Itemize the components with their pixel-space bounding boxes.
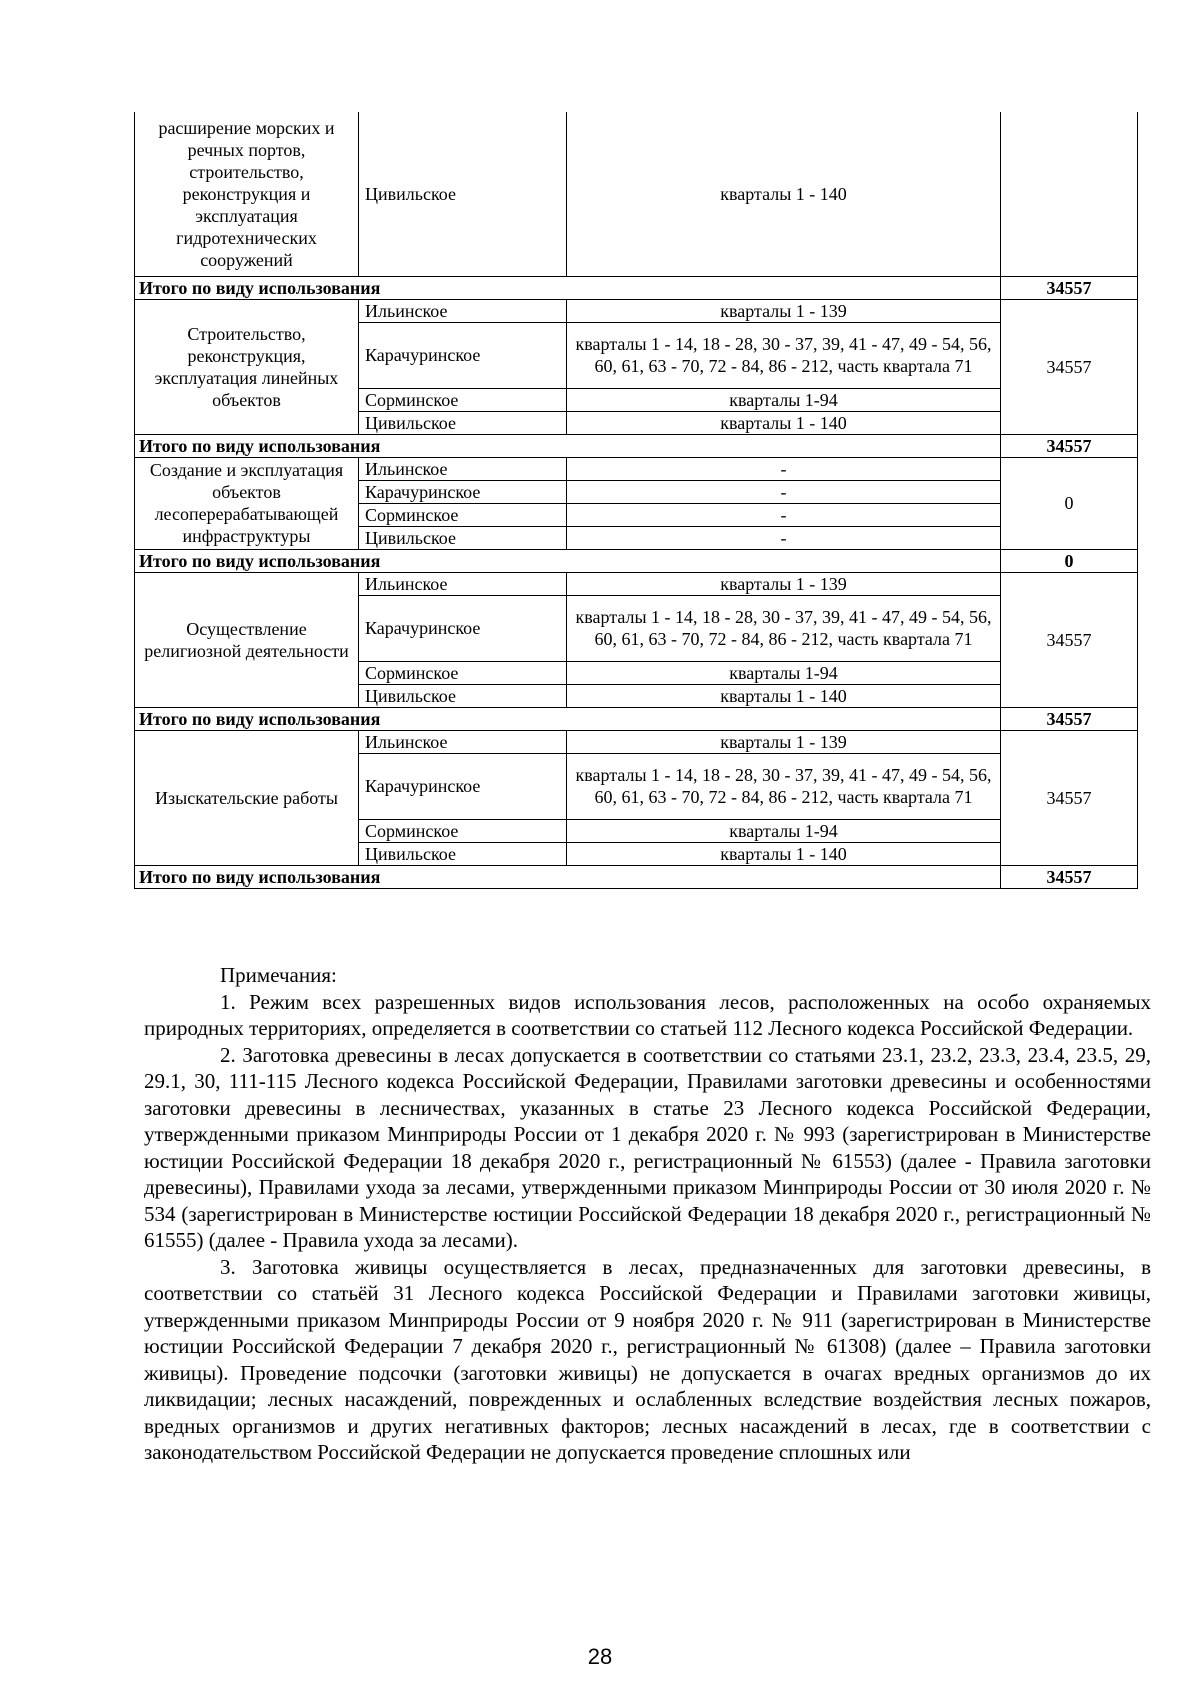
table-row (135, 299, 1138, 322)
note-item: 2. Заготовка древесины в лесах допускается в соответствии со статьями 23.1, 23.2, 23.3, 23.4, 23.5, 29, 29.1, 30, 111-115 Лесного кодекса Российской Федерации, Правилами заготовки древесины и особенностями заготовки древесины в лесничествах, указанных в статье 23 Лесного кодекса Российской Федерации, утвержденными приказом Минприроды России от 1 декабря 2020 г. № 993 (зарегистрирован в Министерстве юстиции Российской Федерации 18 декабря 2020 г., регистрационный № 61553) (далее - Правила заготовки древесины), Правилами ухода за лесами, утвержденными приказом Минприроды России от 30 июля 2020 г. № 534 (зарегистрирован в Министерстве юстиции Российской Федерации 18 декабря 2020 г., регистрационный № 61555) (далее - Правила ухода за лесами). (144, 1042, 1151, 1252)
use-type-cell: расширение морских и речных портов, строительство, реконструкция и эксплуатация гидротехнических сооружений (135, 112, 359, 276)
total-row (135, 434, 1138, 457)
total-label: Итого по виду использования (135, 549, 1001, 572)
forestry-cell: Цивильское (359, 526, 567, 549)
forestry-cell: Цивильское (359, 842, 567, 865)
forestry-cell: Цивильское (359, 411, 567, 434)
total-label: Итого по виду использования (135, 276, 1001, 299)
total-row (135, 549, 1138, 572)
use-type-cell: Создание и эксплуатация объектов лесоперерабатывающей инфраструктуры (135, 457, 359, 549)
forestry-cell: Ильинское (359, 299, 567, 322)
table-row (135, 112, 1138, 276)
forestry-cell: Цивильское (359, 112, 567, 276)
table-row (135, 572, 1138, 595)
quarters-cell: кварталы 1 - 140 (567, 411, 1001, 434)
quarters-cell: кварталы 1 - 139 (567, 572, 1001, 595)
quarters-cell: кварталы 1-94 (567, 661, 1001, 684)
quarters-cell: кварталы 1 - 140 (567, 842, 1001, 865)
quarters-cell: кварталы 1 - 139 (567, 299, 1001, 322)
forestry-cell: Карачуринское (359, 595, 567, 661)
total-row (135, 865, 1138, 888)
forestry-cell: Сорминское (359, 661, 567, 684)
total-row (135, 707, 1138, 730)
forest-use-table (134, 112, 1138, 889)
total-row (135, 276, 1138, 299)
total-value: 34557 (1001, 865, 1138, 888)
notes-section (144, 962, 1151, 1466)
total-label: Итого по виду использования (135, 707, 1001, 730)
forestry-cell: Ильинское (359, 730, 567, 753)
total-label: Итого по виду использования (135, 434, 1001, 457)
quarters-cell: кварталы 1-94 (567, 819, 1001, 842)
page-number: 28 (587, 1644, 613, 1669)
forestry-cell: Карачуринское (359, 480, 567, 503)
forestry-cell: Карачуринское (359, 322, 567, 388)
quarters-cell: кварталы 1 - 139 (567, 730, 1001, 753)
quarters-cell: кварталы 1 - 140 (567, 684, 1001, 707)
forestry-cell: Сорминское (359, 388, 567, 411)
quarters-cell: - (567, 526, 1001, 549)
area-cell: 34557 (1001, 299, 1138, 434)
quarters-cell: кварталы 1 - 14, 18 - 28, 30 - 37, 39, 41 - 47, 49 - 54, 56, 60, 61, 63 - 70, 72 - 84, 86 - 212, часть квартала 71 (567, 595, 1001, 661)
total-label: Итого по виду использования (135, 865, 1001, 888)
quarters-cell: кварталы 1 - 140 (567, 112, 1001, 276)
quarters-cell: кварталы 1 - 14, 18 - 28, 30 - 37, 39, 41 - 47, 49 - 54, 56, 60, 61, 63 - 70, 72 - 84, 86 - 212, часть квартала 71 (567, 322, 1001, 388)
notes-heading: Примечания: (220, 963, 337, 987)
use-type-cell: Строительство, реконструкция, эксплуатация линейных объектов (135, 299, 359, 434)
quarters-cell: - (567, 457, 1001, 480)
area-cell: 34557 (1001, 730, 1138, 865)
total-value: 34557 (1001, 276, 1138, 299)
forestry-cell: Ильинское (359, 457, 567, 480)
total-value: 0 (1001, 549, 1138, 572)
quarters-cell: - (567, 480, 1001, 503)
forestry-cell: Цивильское (359, 684, 567, 707)
area-cell: 0 (1001, 457, 1138, 549)
table-row (135, 457, 1138, 480)
quarters-cell: кварталы 1 - 14, 18 - 28, 30 - 37, 39, 41 - 47, 49 - 54, 56, 60, 61, 63 - 70, 72 - 84, 86 - 212, часть квартала 71 (567, 753, 1001, 819)
note-item: 3. Заготовка живицы осуществляется в лесах, предназначенных для заготовки древесины, в соответствии со статьёй 31 Лесного кодекса Российской Федерации и Правилами заготовки живицы, утвержденными приказом Минприроды России от 9 ноября 2020 г. № 911 (зарегистрирован в Министерстве юстиции Российской Федерации 7 декабря 2020 г., регистрационный № 61308) (далее – Правила заготовки живицы). Проведение подсочки (заготовки живицы) не допускается в очагах вредных организмов до их ликвидации; лесных насаждений, поврежденных и ослабленных вследствие воздействия лесных пожаров, вредных организмов и других негативных факторов; лесных насаждений в лесах, где в соответствии с законодательством Российской Федерации не допускается проведение сплошных или (144, 1254, 1151, 1464)
use-type-cell: Изыскательские работы (135, 730, 359, 865)
note-item: 1. Режим всех разрешенных видов использования лесов, расположенных на особо охраняемых природных территориях, определяется в соответствии со статьей 112 Лесного кодекса Российской Федерации. (144, 989, 1151, 1040)
total-value: 34557 (1001, 707, 1138, 730)
quarters-cell: - (567, 503, 1001, 526)
forestry-cell: Ильинское (359, 572, 567, 595)
quarters-cell: кварталы 1-94 (567, 388, 1001, 411)
table-row (135, 730, 1138, 753)
forestry-cell: Сорминское (359, 819, 567, 842)
use-type-cell: Осуществление религиозной деятельности (135, 572, 359, 707)
total-value: 34557 (1001, 434, 1138, 457)
area-cell (1001, 112, 1138, 276)
forestry-cell: Сорминское (359, 503, 567, 526)
forestry-cell: Карачуринское (359, 753, 567, 819)
area-cell: 34557 (1001, 572, 1138, 707)
